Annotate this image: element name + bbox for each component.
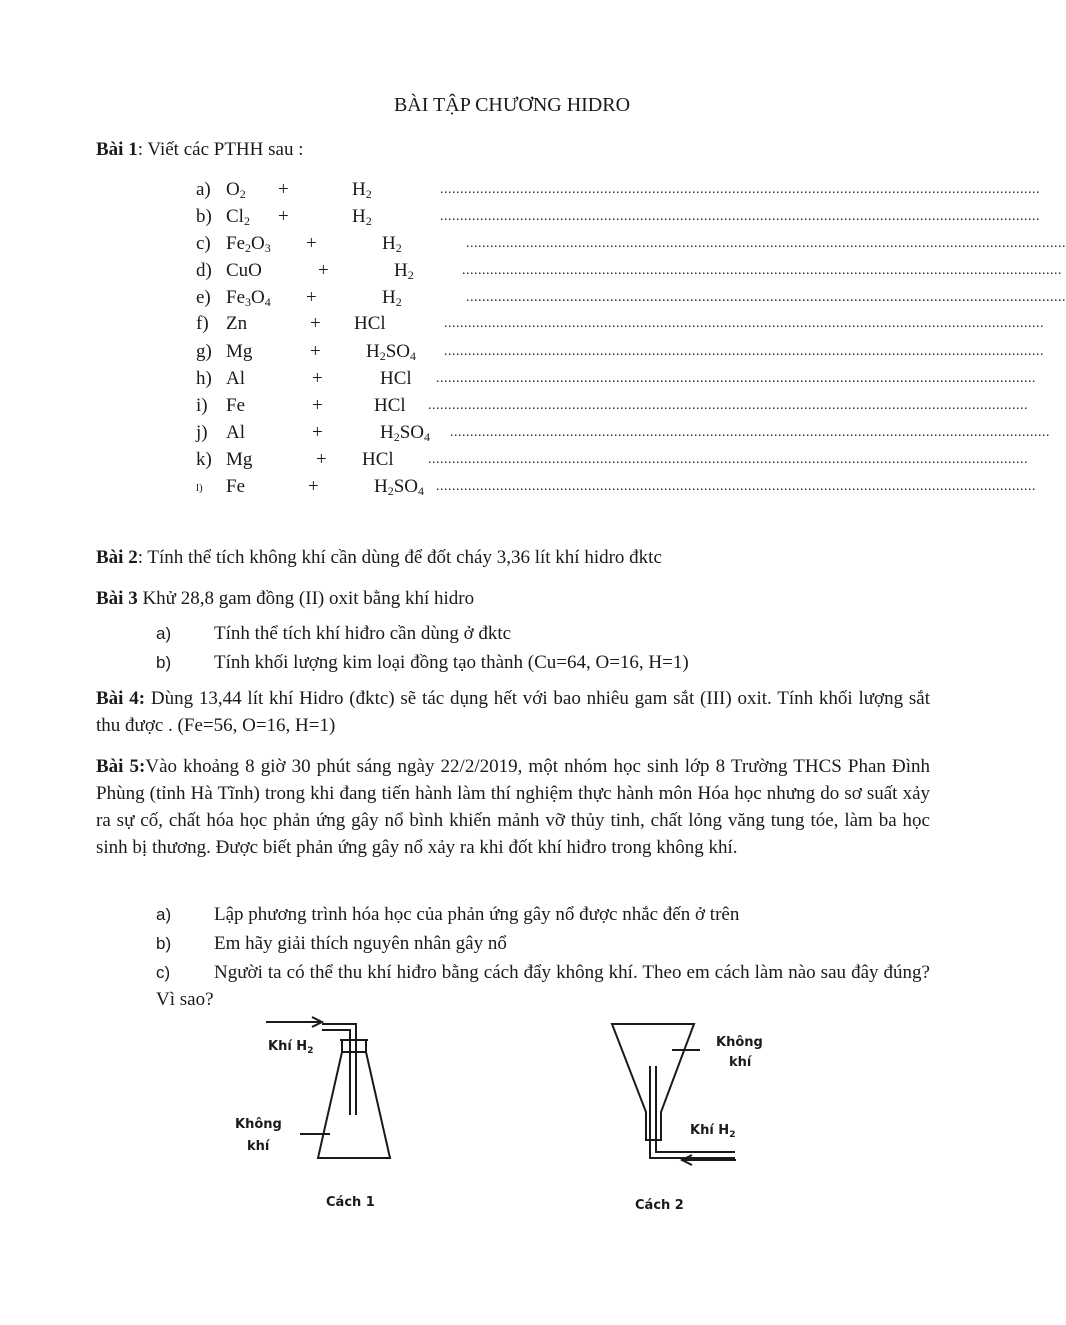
reactant-1: CuO bbox=[226, 260, 262, 281]
reactant-2: $H_2SO_4$ bbox=[366, 341, 417, 363]
reaction-label: d) bbox=[196, 260, 212, 281]
item-label: a) bbox=[156, 624, 172, 643]
answer-blank: ...................................................................................................................................................... bbox=[440, 209, 1040, 224]
item-text: Tính khối lượng kim loại đồng tạo thành (Cu=64, O=16, H=1) bbox=[214, 652, 689, 673]
reaction-row bbox=[196, 310, 1044, 337]
answer-blank: ...................................................................................................................................................... bbox=[462, 263, 1062, 278]
fig2-caption: Cách 2 bbox=[635, 1198, 684, 1213]
answer-blank: ...................................................................................................................................................... bbox=[444, 344, 1044, 359]
plus-sign: + bbox=[310, 313, 321, 334]
fig2-gas-label: Khí $H_2$ bbox=[690, 1123, 736, 1140]
item-text: Lập phương trình hóa học của phản ứng gây nổ được nhắc đến ở trên bbox=[214, 904, 740, 925]
reaction-label: j) bbox=[196, 422, 208, 443]
answer-blank: ...................................................................................................................................................... bbox=[466, 236, 1066, 251]
gas-collection-figure bbox=[0, 1008, 1024, 1218]
exercise-3-label: Bài 3 bbox=[96, 588, 138, 609]
reaction-row bbox=[196, 365, 1036, 392]
reaction-row bbox=[196, 284, 1066, 311]
plus-sign: + bbox=[308, 476, 319, 497]
item-label: b) bbox=[156, 653, 172, 672]
reactant-2: $H_2SO_4$ bbox=[380, 422, 431, 444]
reaction-label: l) bbox=[196, 482, 203, 494]
reaction-row bbox=[196, 419, 1050, 446]
reactant-1: $O_2$ bbox=[226, 179, 246, 201]
reactant-1: $Fe_3O_4$ bbox=[226, 287, 271, 309]
reactant-1: $Fe_2O_3$ bbox=[226, 233, 271, 255]
answer-blank: ...................................................................................................................................................... bbox=[436, 371, 1036, 386]
answer-blank: ...................................................................................................................................................... bbox=[450, 425, 1050, 440]
answer-blank: ...................................................................................................................................................... bbox=[466, 290, 1066, 305]
exercise-4-label: Bài 4: bbox=[96, 688, 146, 709]
reactant-2: $H_2SO_4$ bbox=[374, 476, 425, 498]
reactant-2: HCl bbox=[354, 313, 386, 334]
fig1-gas-label: Khí $H_2$ bbox=[268, 1039, 314, 1056]
fig1-caption: Cách 1 bbox=[326, 1195, 375, 1210]
item-label: b) bbox=[156, 934, 172, 953]
exercise-5-label: Bài 5: bbox=[96, 756, 146, 777]
answer-blank: ...................................................................................................................................................... bbox=[428, 398, 1028, 413]
exercise-4-text: Dùng 13,44 lít khí Hidro (đktc) sẽ tác dụng hết với bao nhiêu gam sắt (III) oxit. Tính khối lượng sắt thu được . (Fe=56, O=16, H=1) bbox=[96, 688, 930, 736]
reactant-2: $H_2$ bbox=[352, 206, 372, 228]
plus-sign: + bbox=[278, 206, 289, 227]
fig2-air-line1: Không bbox=[716, 1035, 763, 1050]
plus-sign: + bbox=[306, 233, 317, 254]
exercise-2-text: : Tính thể tích không khí cần dùng để đốt cháy 3,36 lít khí hidro đktc bbox=[137, 547, 662, 568]
exercise-1-heading bbox=[96, 136, 930, 163]
exercise-2 bbox=[96, 544, 930, 571]
reactant-1: Zn bbox=[226, 313, 248, 334]
reactant-2: $H_2$ bbox=[382, 233, 402, 255]
exercise-5-item-c bbox=[156, 959, 930, 1013]
reactant-2: HCl bbox=[380, 368, 412, 389]
reaction-row bbox=[196, 203, 1040, 230]
reactant-2: $H_2$ bbox=[382, 287, 402, 309]
exercise-2-label: Bài 2 bbox=[96, 547, 138, 568]
reaction-label: e) bbox=[196, 287, 211, 308]
reactant-1: Al bbox=[226, 368, 245, 389]
page-title: BÀI TẬP CHƯƠNG HIDRO bbox=[393, 94, 631, 116]
item-label: a) bbox=[156, 905, 172, 924]
reaction-row bbox=[196, 230, 1066, 257]
delivery-tube-2 bbox=[650, 1066, 735, 1158]
reaction-row bbox=[196, 176, 1040, 203]
plus-sign: + bbox=[278, 179, 289, 200]
flask-2-icon bbox=[612, 1024, 694, 1140]
fig2-air-line2: khí bbox=[729, 1055, 752, 1070]
reactant-2: $H_2$ bbox=[352, 179, 372, 201]
answer-blank: ...................................................................................................................................................... bbox=[436, 479, 1036, 494]
reaction-row bbox=[196, 446, 1028, 473]
reaction-row bbox=[196, 392, 1028, 419]
reaction-row bbox=[196, 338, 1044, 365]
exercise-5 bbox=[96, 753, 930, 861]
item-text: Người ta có thể thu khí hiđro bằng cách đẩy không khí. Theo em cách làm nào sau đây đúng? Vì sao? bbox=[156, 962, 930, 1010]
exercise-3-text: Khử 28,8 gam đồng (II) oxit bằng khí hidro bbox=[137, 588, 475, 609]
arrow-in-1 bbox=[266, 1017, 322, 1027]
arrow-in-2 bbox=[682, 1155, 736, 1165]
plus-sign: + bbox=[312, 422, 323, 443]
reactant-2: $H_2$ bbox=[394, 260, 414, 282]
reactant-1: Fe bbox=[226, 395, 245, 416]
reactant-1: Al bbox=[226, 422, 245, 443]
flask-1-icon bbox=[318, 1052, 390, 1158]
item-label: c) bbox=[156, 963, 171, 982]
exercise-1-text: : Viết các PTHH sau : bbox=[137, 139, 304, 160]
reaction-label: a) bbox=[196, 179, 211, 200]
reaction-row bbox=[196, 473, 1036, 500]
plus-sign: + bbox=[312, 368, 323, 389]
flask-1-neck bbox=[340, 1040, 368, 1052]
reaction-label: c) bbox=[196, 233, 211, 254]
item-text: Tính thể tích khí hiđro cần dùng ở đktc bbox=[214, 623, 512, 644]
fig1-air-line1: Không bbox=[235, 1117, 282, 1132]
answer-blank: ...................................................................................................................................................... bbox=[444, 316, 1044, 331]
answer-blank: ...................................................................................................................................................... bbox=[440, 182, 1040, 197]
reactant-2: HCl bbox=[362, 449, 394, 470]
plus-sign: + bbox=[316, 449, 327, 470]
exercise-3 bbox=[96, 585, 930, 612]
exercise-4 bbox=[96, 685, 930, 739]
reactant-1: Mg bbox=[226, 341, 253, 362]
reactant-1: $Cl_2$ bbox=[226, 206, 250, 228]
reaction-label: i) bbox=[196, 395, 208, 416]
reaction-label: b) bbox=[196, 206, 212, 227]
plus-sign: + bbox=[306, 287, 317, 308]
reaction-label: g) bbox=[196, 341, 212, 362]
plus-sign: + bbox=[312, 395, 323, 416]
plus-sign: + bbox=[318, 260, 329, 281]
exercise-5-text: Vào khoảng 8 giờ 30 phút sáng ngày 22/2/2019, một nhóm học sinh lớp 8 Trường THCS Phan Đình Phùng (tỉnh Hà Tĩnh) trong khi đang tiến hành làm thí nghiệm thực hành môn Hóa học nhưng do sơ suất xảy ra sự cố, chất hóa học phản ứng gây nổ bình khiến mảnh vỡ thủy tinh, chất lỏng văng tung tóe, làm ba học sinh bị thương. Được biết phản ứng gây nổ xảy ra khi đốt khí hiđro trong không khí. bbox=[96, 756, 930, 858]
reactant-1: Mg bbox=[226, 449, 253, 470]
reaction-label: h) bbox=[196, 368, 212, 389]
reactant-2: HCl bbox=[374, 395, 406, 416]
reaction-row bbox=[196, 257, 1062, 284]
fig1-air-line2: khí bbox=[247, 1139, 270, 1154]
item-text: Em hãy giải thích nguyên nhân gây nổ bbox=[214, 933, 507, 954]
exercise-1-label: Bài 1 bbox=[96, 139, 138, 160]
reactant-1: Fe bbox=[226, 476, 245, 497]
reaction-label: k) bbox=[196, 449, 212, 470]
reaction-label: f) bbox=[196, 313, 209, 334]
plus-sign: + bbox=[310, 341, 321, 362]
answer-blank: ...................................................................................................................................................... bbox=[428, 452, 1028, 467]
